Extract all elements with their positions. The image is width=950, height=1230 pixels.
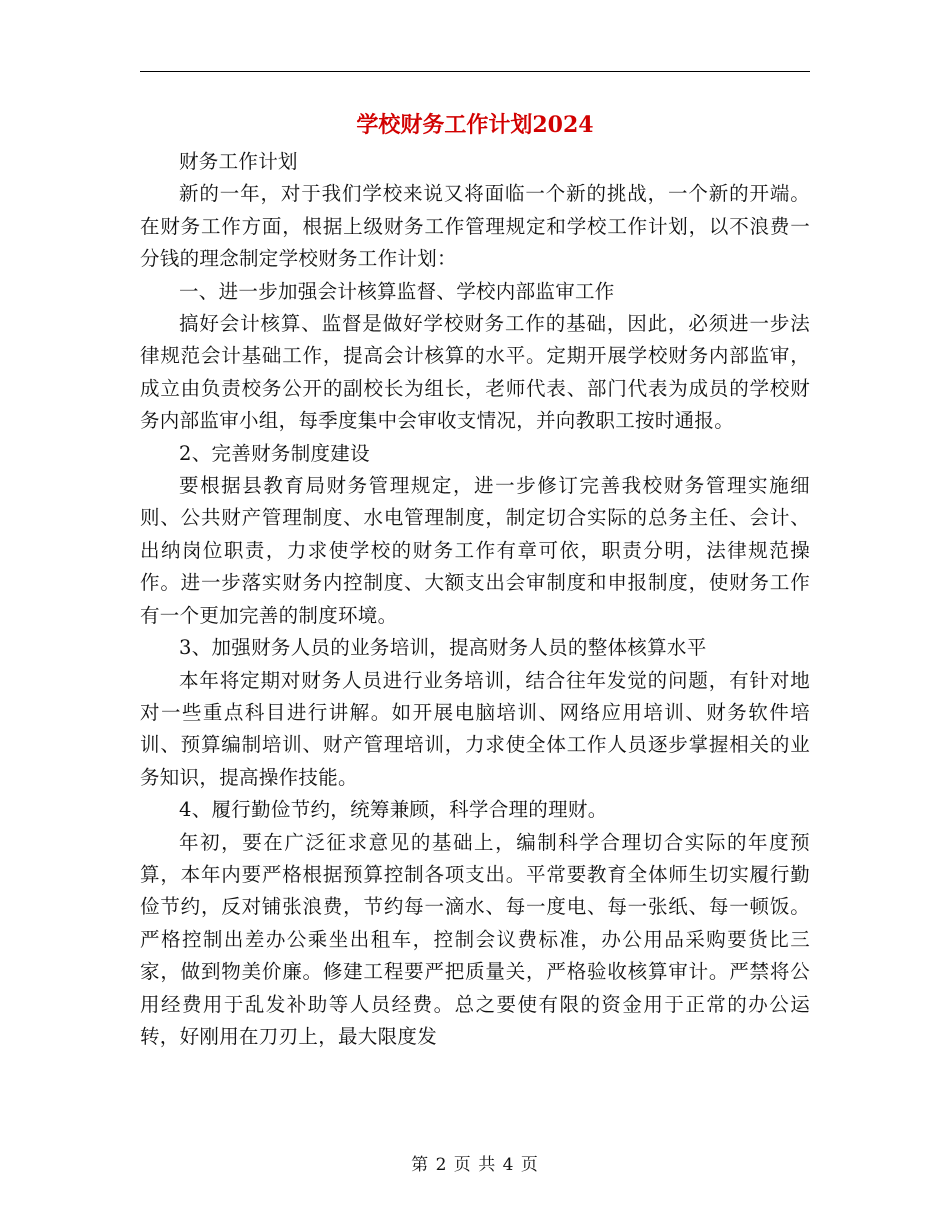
- section-heading-1: 一、进一步加强会计核算监督、学校内部监审工作: [179, 279, 615, 303]
- section-heading-2: 2、完善财务制度建设: [179, 441, 370, 465]
- paragraph-section-1: 搞好会计核算、监督是做好学校财务工作的基础，因此，必须进一步法律规范会计基础工作，提高会计核算的水平。定期开展学校财务内部监审，成立由负责校务公开的副校长为组长，老师代表、部门代表为成员的学校财务内部监审小组，每季度集中会审收支情况，并向教职工按时通报。: [140, 312, 810, 433]
- paragraph-section-2: 要根据县教育局财务管理规定，进一步修订完善我校财务管理实施细则、公共财产管理制度、水电管理制度，制定切合实际的总务主任、会计、出纳岗位职责，力求使学校的财务工作有章可依，职责分明，法律规范操作。进一步落实财务内控制度、大额支出会审制度和申报制度，使财务工作有一个更加完善的制度环境。: [140, 474, 810, 627]
- section-heading-3: 3、加强财务人员的业务培训，提高财务人员的整体核算水平: [179, 636, 707, 660]
- paragraph-section-3: 本年将定期对财务人员进行业务培训，结合往年发觉的问题，有针对地对一些重点科目进行讲解。如开展电脑培训、网络应用培训、财务软件培训、预算编制培训、财产管理培训，力求使全体工作人员逐步掌握相关的业务知识，提高操作技能。: [140, 668, 810, 789]
- paragraph-section-4: 年初，要在广泛征求意见的基础上，编制科学合理切合实际的年度预算，本年内要严格根据预算控制各项支出。平常要教育全体师生切实履行勤俭节约，反对铺张浪费，节约每一滴水、每一度电、每一张纸、每一顿饭。严格控制出差办公乘坐出租车，控制会议费标准，办公用品采购要货比三家，做到物美价廉。修建工程要严把质量关，严格验收核算审计。严禁将公用经费用于乱发补助等人员经费。总之要使有限的资金用于正常的办公运转，好刚用在刀刃上，最大限度发: [140, 830, 810, 1048]
- paragraph-heading: 财务工作计划: [179, 150, 298, 173]
- document-title: 学校财务工作计划2024: [356, 112, 594, 138]
- header-rule: [140, 71, 810, 72]
- paragraph-intro: 新的一年，对于我们学校来说又将面临一个新的挑战，一个新的开端。在财务工作方面，根据上级财务工作管理规定和学校工作计划，以不浪费一分钱的理念制定学校财务工作计划：: [140, 182, 810, 271]
- document-body: [140, 146, 810, 1053]
- section-heading-4: 4、履行勤俭节约，统筹兼顾，科学合理的理财。: [179, 798, 608, 822]
- page-number: 第 2 页 共 4 页: [411, 1155, 539, 1175]
